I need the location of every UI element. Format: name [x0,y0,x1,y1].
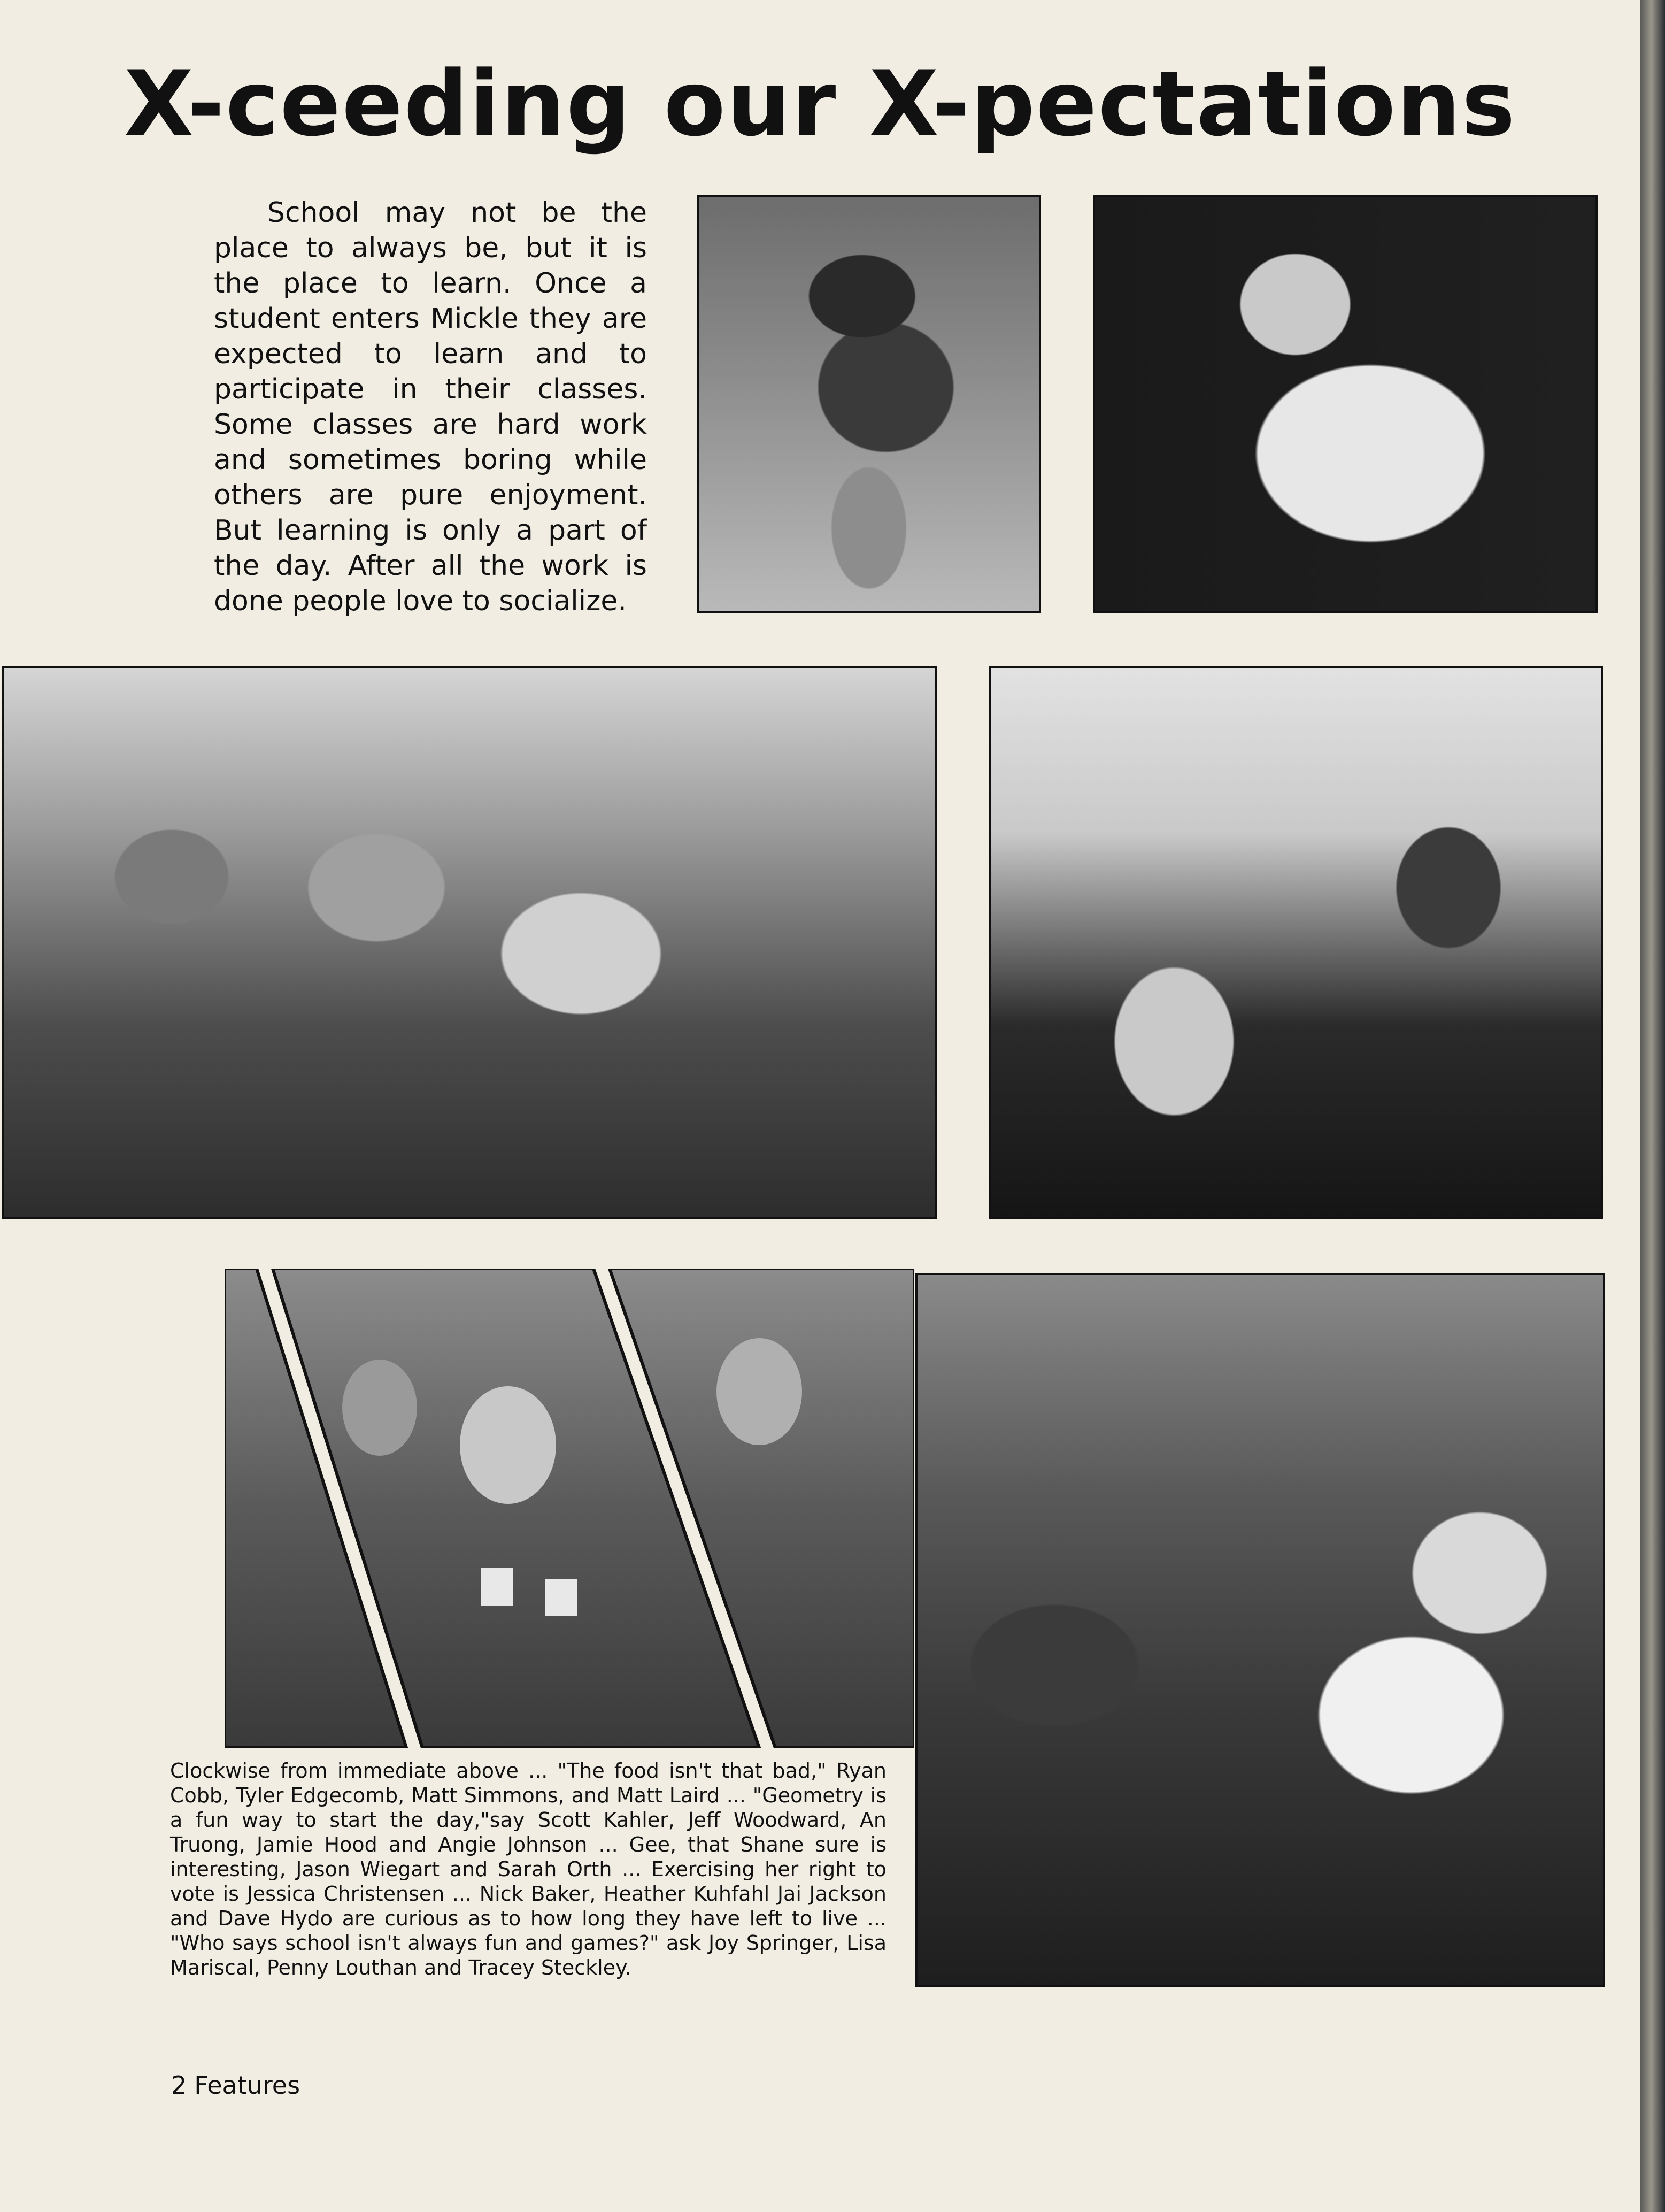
photo-students-talking [989,666,1603,1219]
section-name: Features [194,2071,300,2100]
photo-card-game [915,1273,1605,1987]
book-spine-edge [1640,0,1665,2212]
lunch-collage-graphic [225,1269,914,1748]
page-number: 2 [171,2071,187,2100]
page-folio [171,2071,300,2100]
photo-geometry-class [2,666,937,1219]
photo-caption: Clockwise from immediate above ... "The food isn't that bad," Ryan Cobb, Tyler Edgecomb, Matt Simmons, and Matt Laird ... "Geometry is a fun way to start the day,"say Scott Kahler, Jeff Woodward, An Truong, Jamie Hood and Angie Johnson ... Gee, that Shane sure is interesting, Jason Wiegart and Sarah Orth ... Exercising her right to vote is Jessica Christensen ... Nick Baker, Heather Kuhfahl Jai Jackson and Dave Hydo are curious as to how long they have left to live ... "Who says school isn't always fun and games?" ask Joy Springer, Lisa Mariscal, Penny Louthan and Tracey Steckley. [170,1759,887,1979]
photo-student-raising-hand [697,195,1041,613]
page-title: X-ceeding our X-pectations [124,51,1516,156]
intro-paragraph: School may not be the place to always be, but it is the place to learn. Once a student enters Mickle they are expected to learn and to participate in their classes. Some classes are hard work and sometimes boring while others are pure enjoyment. But learning is only a part of the day. After all the work is done people love to socialize. [214,197,647,617]
photo-girl-voting [1093,195,1598,613]
photo-lunch-table-collage [225,1269,914,1748]
